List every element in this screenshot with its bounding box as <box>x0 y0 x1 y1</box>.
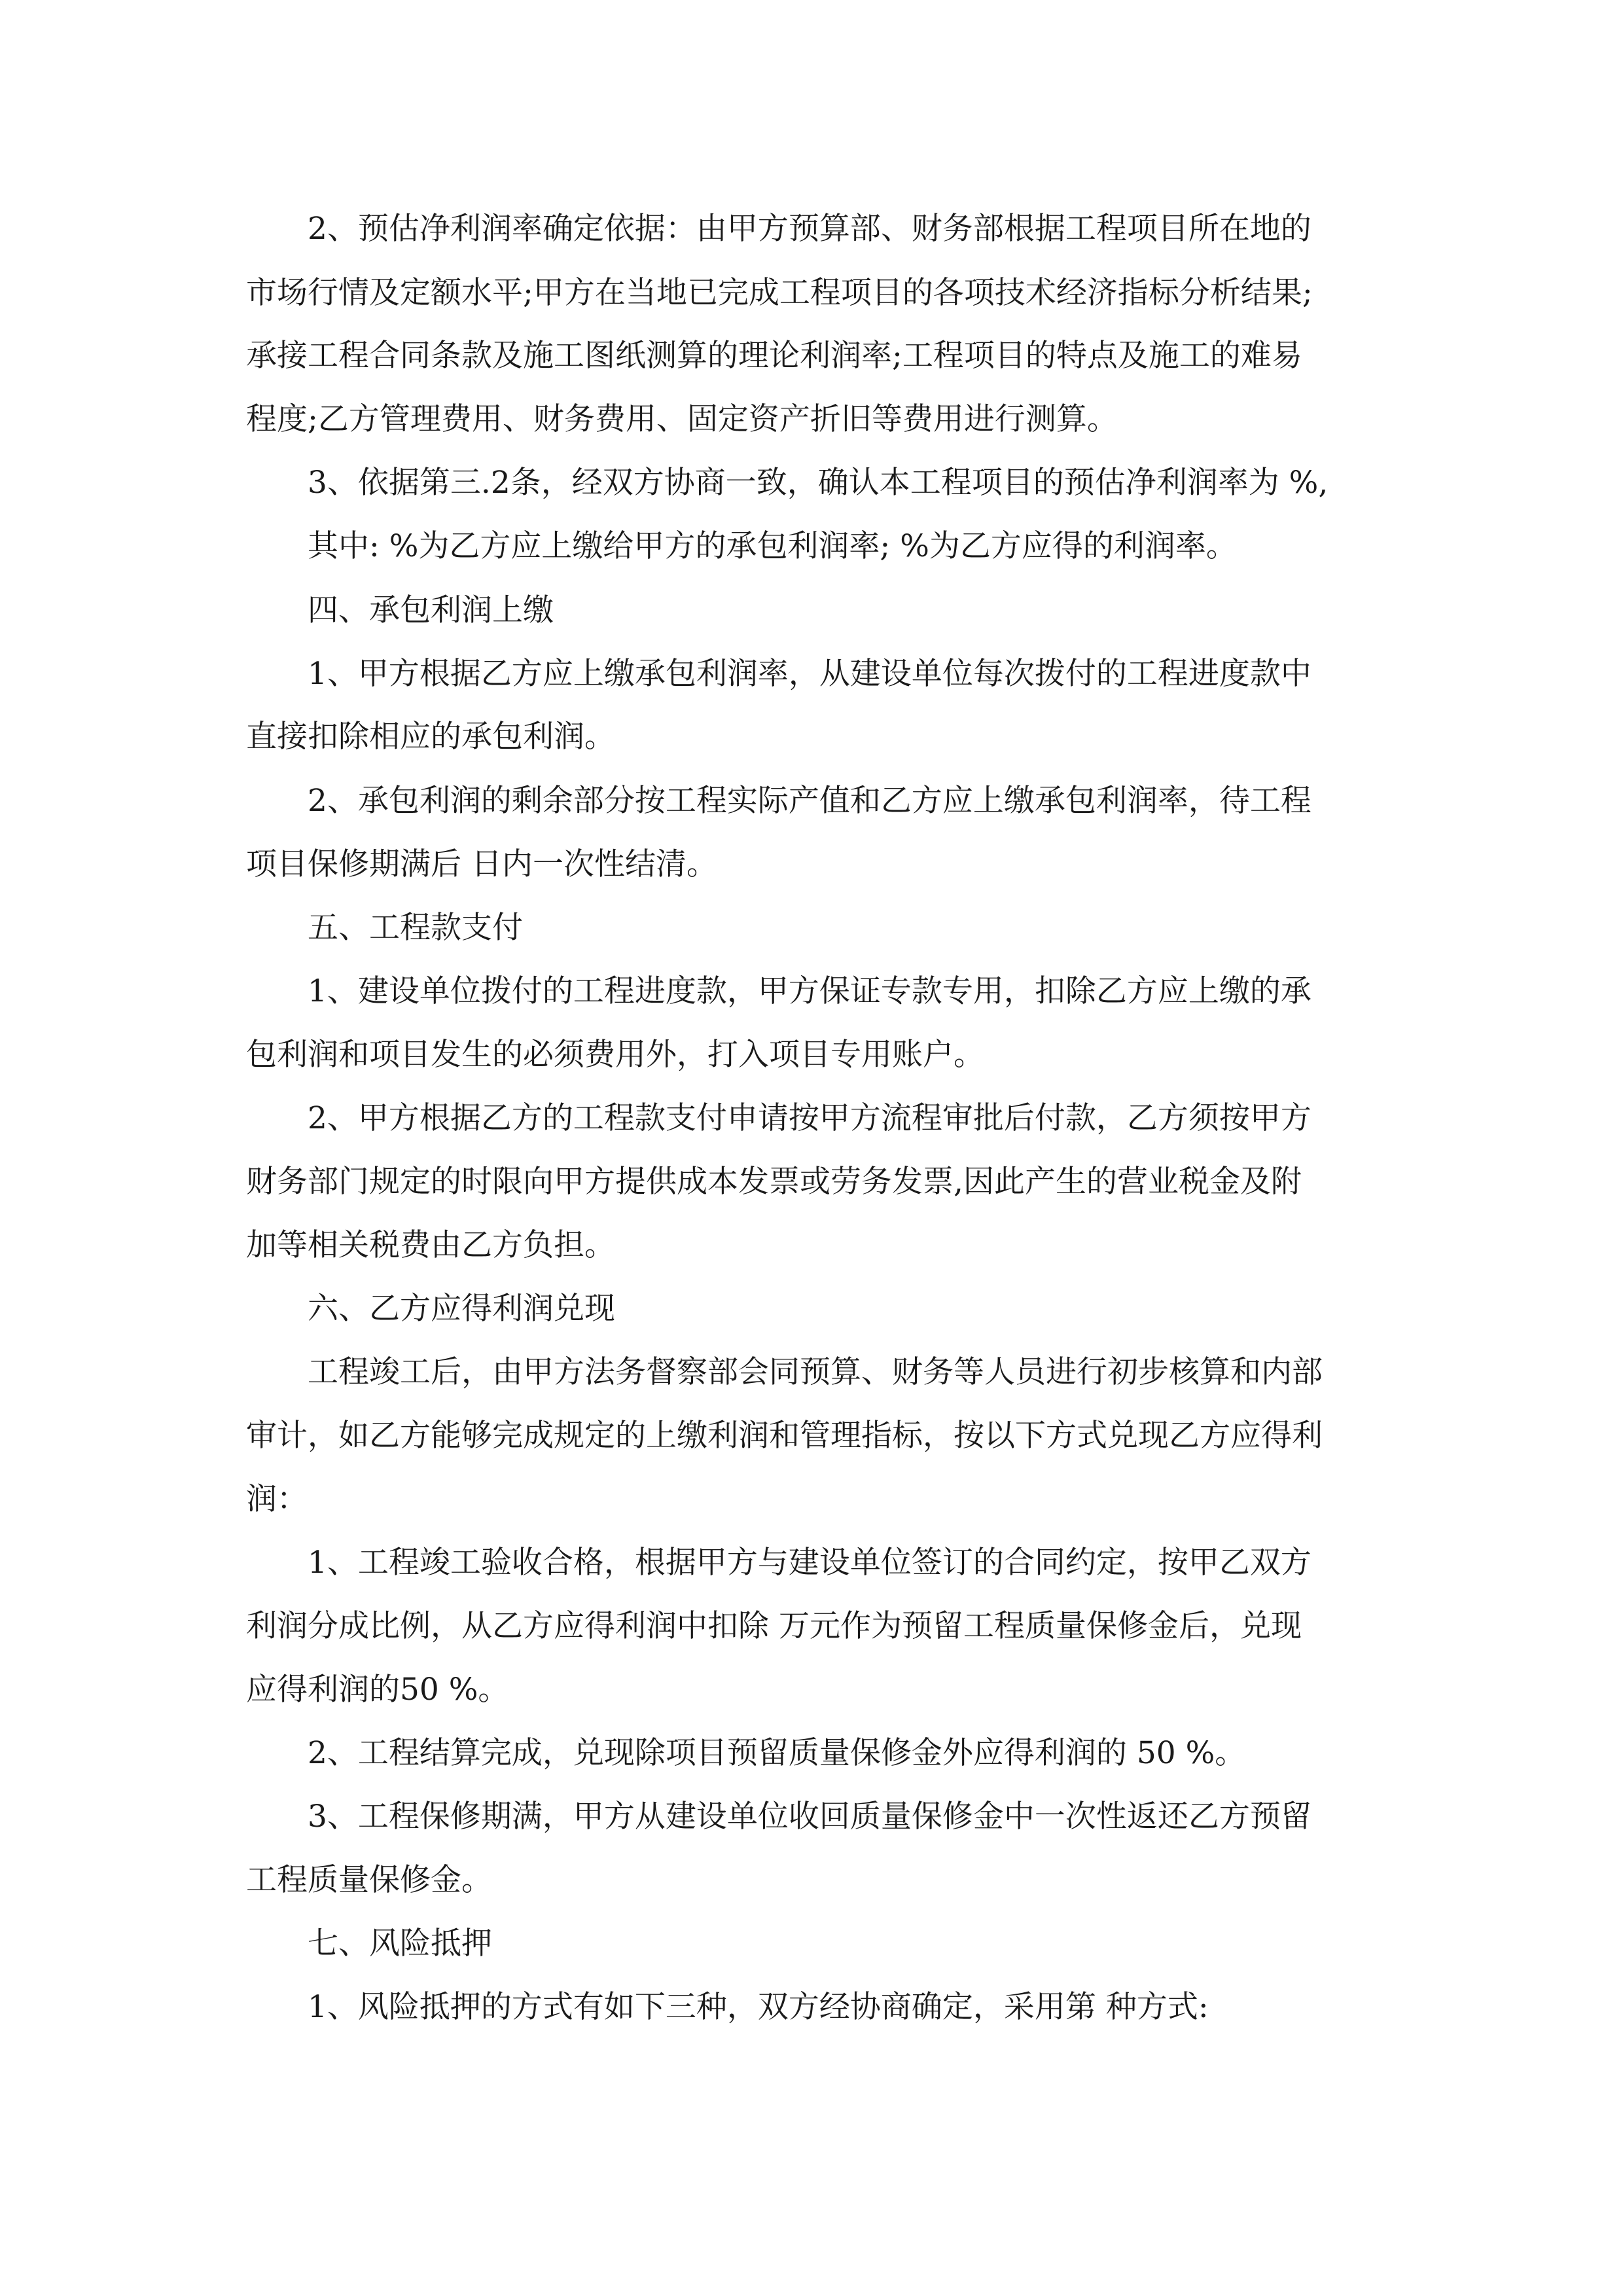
text-line: 承接工程合同条款及施工图纸测算的理论利润率;工程项目的特点及施工的难易 <box>246 338 1302 374</box>
section-heading: 五、工程款支付 <box>308 910 523 946</box>
text-line: 直接扣除相应的承包利润。 <box>246 719 615 755</box>
text-line: 其中: %为乙方应上缴给甲方的承包利润率; %为乙方应得的利润率。 <box>308 528 1237 564</box>
section-heading: 七、风险抵押 <box>308 1926 492 1962</box>
text-line: 应得利润的50 %。 <box>246 1672 509 1708</box>
text-line: 财务部门规定的时限向甲方提供成本发票或劳务发票,因此产生的营业税金及附 <box>246 1164 1302 1200</box>
text-line: 3、依据第三.2条，经双方协商一致，确认本工程项目的预估净利润率为 %, <box>308 465 1329 501</box>
text-line: 利润分成比例，从乙方应得利润中扣除 万元作为预留工程质量保修金后，兑现 <box>246 1608 1302 1644</box>
text-line: 2、承包利润的剩余部分按工程实际产值和乙方应上缴承包利润率，待工程 <box>308 783 1311 819</box>
text-line: 加等相关税费由乙方负担。 <box>246 1227 615 1263</box>
text-line: 3、工程保修期满，甲方从建设单位收回质量保修金中一次性返还乙方预留 <box>308 1799 1311 1835</box>
section-heading: 六、乙方应得利润兑现 <box>308 1291 615 1327</box>
text-line: 2、工程结算完成，兑现除项目预留质量保修金外应得利润的 50 %。 <box>308 1735 1246 1771</box>
text-line: 市场行情及定额水平;甲方在当地已完成工程项目的各项技术经济指标分析结果; <box>246 275 1313 311</box>
text-line: 2、甲方根据乙方的工程款支付申请按甲方流程审批后付款，乙方须按甲方 <box>308 1100 1311 1136</box>
text-line: 1、建设单位拨付的工程进度款，甲方保证专款专用，扣除乙方应上缴的承 <box>308 973 1311 1009</box>
text-line: 包利润和项目发生的必须费用外，打入项目专用账户。 <box>246 1037 984 1073</box>
text-line: 审计，如乙方能够完成规定的上缴利润和管理指标，按以下方式兑现乙方应得利 <box>246 1418 1323 1454</box>
section-heading: 四、承包利润上缴 <box>308 592 554 628</box>
text-line: 1、工程竣工验收合格，根据甲方与建设单位签订的合同约定，按甲乙双方 <box>308 1545 1311 1581</box>
text-line: 项目保修期满后 日内一次性结清。 <box>246 846 717 882</box>
text-line: 工程质量保修金。 <box>246 1862 492 1898</box>
text-line: 工程竣工后，由甲方法务督察部会同预算、财务等人员进行初步核算和内部 <box>308 1354 1323 1390</box>
text-line: 1、风险抵押的方式有如下三种，双方经协商确定，采用第 种方式: <box>308 1989 1209 2025</box>
text-line: 1、甲方根据乙方应上缴承包利润率，从建设单位每次拨付的工程进度款中 <box>308 656 1311 692</box>
text-line: 润： <box>246 1481 308 1517</box>
text-line: 程度;乙方管理费用、财务费用、固定资产折旧等费用进行测算。 <box>246 401 1118 437</box>
text-line: 2、预估净利润率确定依据：由甲方预算部、财务部根据工程项目所在地的 <box>308 211 1311 247</box>
